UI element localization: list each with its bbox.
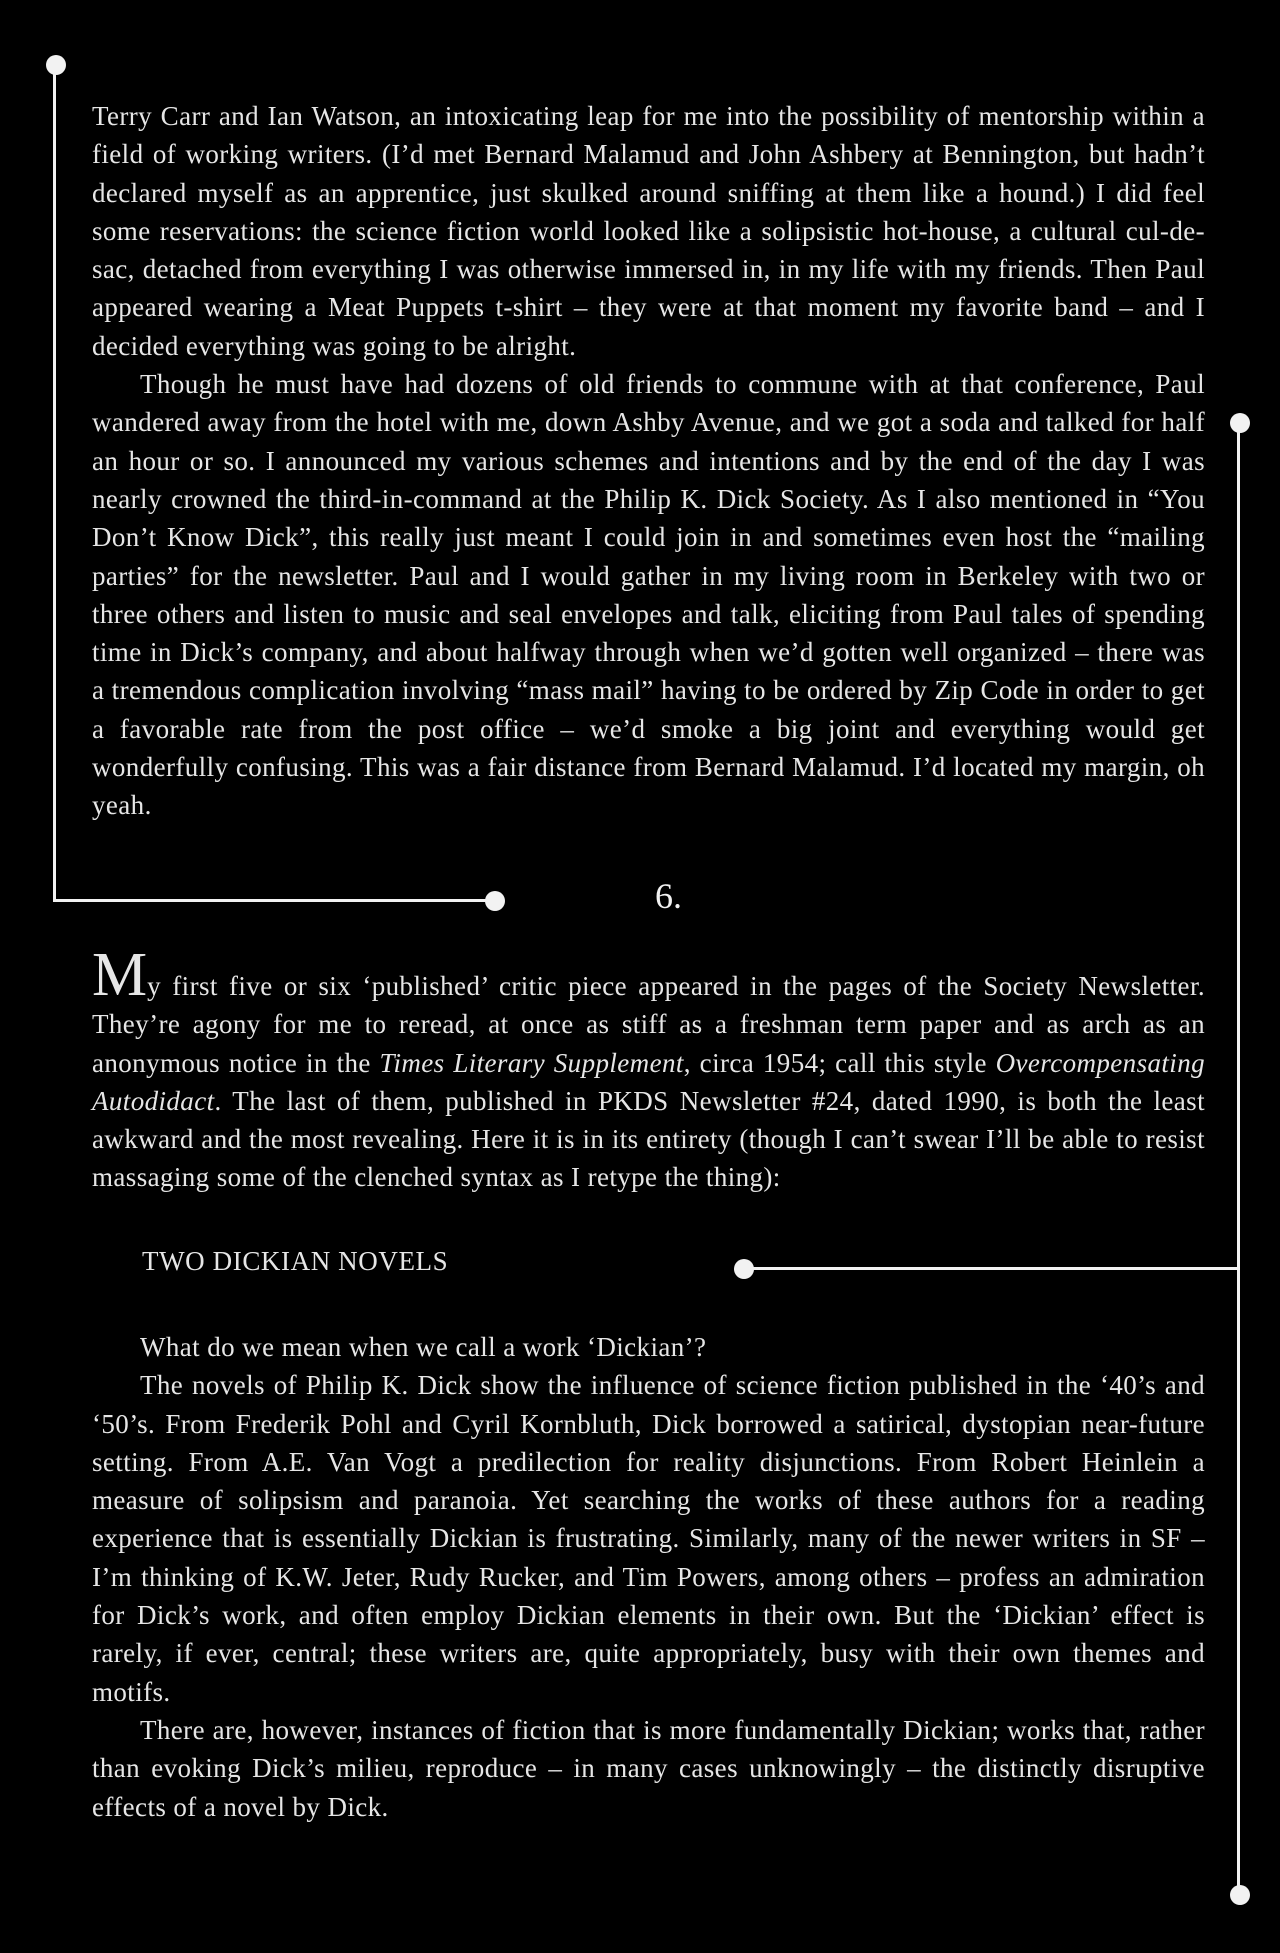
text-block-essay <box>92 1328 1205 1826</box>
bracket-dot-heading <box>734 1259 754 1279</box>
italic-title: Times Literary Supplement <box>379 1047 684 1078</box>
paragraph <box>92 941 1205 1197</box>
bracket-line-heading-connector <box>744 1267 1240 1270</box>
essay-heading: TWO DICKIAN NOVELS <box>142 1246 449 1276</box>
text-block-section-6 <box>92 941 1205 1197</box>
bracket-dot-right-bottom <box>1230 1885 1250 1905</box>
paragraph: There are, however, instances of fiction that is more fundamentally Dickian; works that, rather than evoking Dick’s milieu, reproduce – in many cases unknowingly – the distinctly disruptive effects of a novel by Dick. <box>92 1714 1205 1822</box>
bracket-dot-left-end <box>485 891 505 911</box>
paragraph: What do we mean when we call a work ‘Dickian’? <box>140 1332 707 1362</box>
text-block-intro <box>92 97 1205 825</box>
bracket-line-left-vertical <box>53 65 56 902</box>
section-number: 6. <box>655 876 682 916</box>
drop-cap: M <box>92 941 148 1009</box>
paragraph: Terry Carr and Ian Watson, an intoxicating leap for me into the possibility of mentorship within a field of working writers. (I’d met Bernard Malamud and John Ashbery at Bennington, but hadn’t declared myself as an apprentice, just skulked around sniffing at them like a hound.) I did feel some reservations: the science fiction world looked like a solipsistic hot-house, a cultural cul-de-sac, detached from everything I was otherwise immersed in, in my life with my friends. Then Paul appeared wearing a Meat Puppets t-shirt – they were at that moment my favorite band – and I decided everything was going to be alright. <box>92 101 1205 361</box>
paragraph: The novels of Philip K. Dick show the influence of science fiction published in the ‘40’s and ‘50’s. From Frederik Pohl and Cyril Kornbluth, Dick borrowed a satirical, dystopian near-future setting. From A.E. Van Vogt a predilection for reality disjunctions. From Robert Heinlein a measure of solipsism and paranoia. Yet searching the works of these authors for a reading experience that is essentially Dickian is frustrating. Similarly, many of the newer writers in SF – I’m thinking of K.W. Jeter, Rudy Rucker, and Tim Powers, among others – profess an admiration for Dick’s work, and often employ Dickian elements in their own. But the ‘Dickian’ effect is rarely, if ever, central; these writers are, quite appropriately, busy with their own themes and motifs. <box>92 1370 1205 1707</box>
text-run: y first five or six ‘published’ critic piece appeared in the pages of the Society Newsletter. They’re agony for me to reread, at once as stiff as a freshman term paper and as arch as an anonymous notice in the <box>92 971 1205 1078</box>
bracket-line-left-horizontal <box>53 899 495 902</box>
bracket-dot-top-left <box>46 55 66 75</box>
italic-term: Overcompensating Autodidact <box>92 1047 1205 1116</box>
text-run: . The last of them, published in PKDS Newsletter #24, dated 1990, is both the least awkward and the most revealing. Here it is in its entirety (though I can’t swear I’ll be able to resist massaging some of the clenched syntax as I retype the thing): <box>92 1085 1205 1193</box>
bracket-dot-right-top <box>1230 413 1250 433</box>
bracket-line-right-vertical <box>1237 423 1240 1893</box>
paragraph: Though he must have had dozens of old friends to commune with at that conference, Paul wandered away from the hotel with me, down Ashby Avenue, and we got a soda and talked for half an hour or so. I announced my various schemes and intentions and by the end of the day I was nearly crowned the third-in-command at the Philip K. Dick Society. As I also mentioned in “You Don’t Know Dick”, this really just meant I could join in and sometimes even host the “mailing parties” for the newsletter. Paul and I would gather in my living room in Berkeley with two or three others and listen to music and seal envelopes and talk, eliciting from Paul tales of spending time in Dick’s company, and about halfway through when we’d gotten well organized – there was a tremendous complication involving “mass mail” having to be ordered by Zip Code in order to get a favorable rate from the post office – we’d smoke a big joint and everything would get wonderfully confusing. This was a fair distance from Bernard Malamud. I’d located my margin, oh yeah. <box>92 369 1205 821</box>
text-run: , circa 1954; call this style <box>683 1047 996 1078</box>
